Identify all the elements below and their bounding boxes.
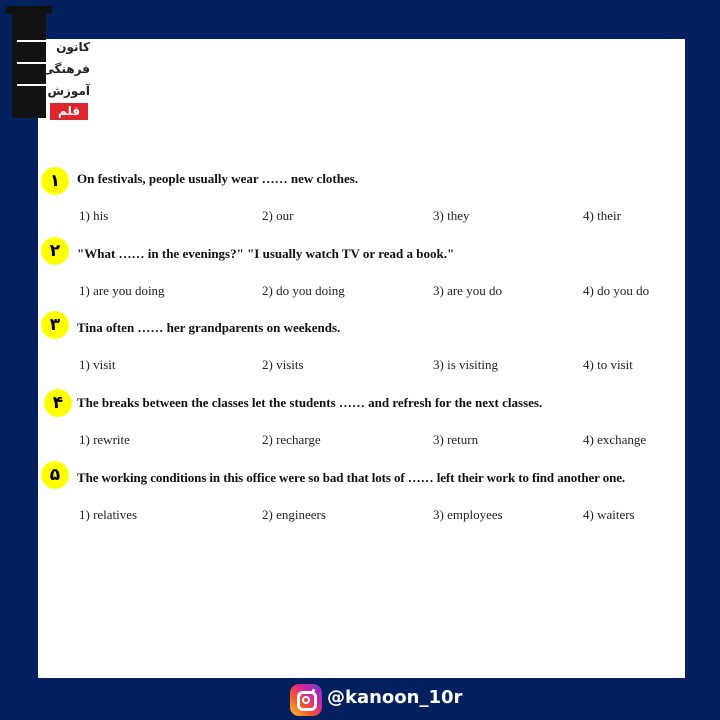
option-4[interactable]: 4) do you do — [583, 283, 650, 298]
instagram-handle[interactable]: @kanoon_10r — [327, 687, 463, 708]
logo-divider — [17, 40, 47, 42]
option-3[interactable]: 3) are you do — [433, 283, 502, 298]
option-1[interactable]: 1) rewrite — [79, 432, 130, 447]
option-3[interactable]: 3) employees — [433, 507, 503, 522]
logo-divider — [17, 84, 47, 86]
question-number-badge: ۲ — [41, 237, 69, 265]
option-2[interactable]: 2) engineers — [262, 507, 326, 522]
question-number-badge: ۳ — [41, 311, 69, 339]
option-1[interactable]: 1) his — [79, 208, 109, 223]
option-1[interactable]: 1) relatives — [79, 507, 138, 522]
option-1[interactable]: 1) are you doing — [79, 283, 165, 298]
option-2[interactable]: 2) do you doing — [262, 283, 345, 298]
option-2[interactable]: 2) our — [262, 208, 294, 223]
question-number-badge: ۵ — [41, 461, 69, 489]
option-3[interactable]: 3) they — [433, 208, 470, 223]
footer — [290, 683, 490, 717]
question-stem: The working conditions in this office were so bad that lots of …… left their work to find another one. — [77, 470, 626, 485]
logo-line-3: آموزش — [47, 84, 90, 98]
option-3[interactable]: 3) return — [433, 432, 479, 447]
option-3[interactable]: 3) is visiting — [433, 357, 499, 372]
question-stem: Tina often …… her grandparents on weekends. — [77, 320, 341, 335]
graduation-cap-icon — [5, 6, 52, 14]
option-4[interactable]: 4) waiters — [583, 507, 635, 522]
option-2[interactable]: 2) recharge — [262, 432, 321, 447]
option-1[interactable]: 1) visit — [79, 357, 116, 372]
option-4[interactable]: 4) exchange — [583, 432, 647, 447]
logo-badge: قلم چی — [50, 103, 88, 120]
graduate-figure-icon — [12, 10, 46, 118]
logo-line-2: فرهنگی — [42, 62, 90, 76]
question-number-badge: ۴ — [44, 389, 72, 417]
option-4[interactable]: 4) their — [583, 208, 621, 223]
question-stem: "What …… in the evenings?" "I usually watch TV or read a book." — [77, 246, 455, 261]
question-sheet — [38, 39, 685, 678]
instagram-icon[interactable] — [290, 684, 322, 716]
option-2[interactable]: 2) visits — [262, 357, 304, 372]
question-stem: On festivals, people usually wear …… new clothes. — [77, 171, 359, 186]
option-4[interactable]: 4) to visit — [583, 357, 633, 372]
question-number-badge: ۱ — [41, 167, 69, 195]
kanoon-logo — [6, 0, 94, 135]
question-stem: The breaks between the classes let the students …… and refresh for the next classes. — [77, 395, 543, 410]
logo-line-1: کانون — [56, 40, 90, 54]
